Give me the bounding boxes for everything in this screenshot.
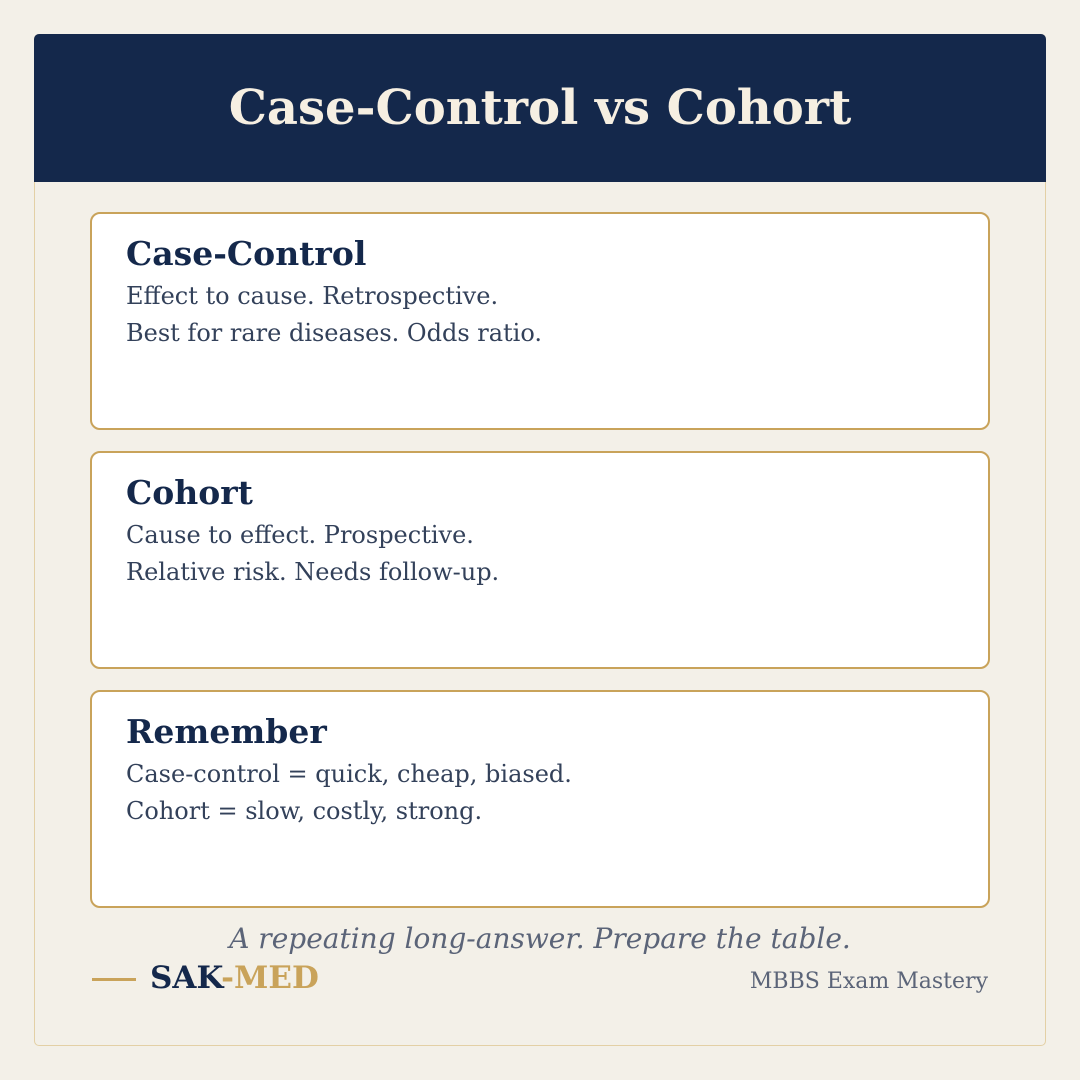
tagline: A repeating long-answer. Prepare the table. <box>229 922 851 955</box>
card-text-line: Cause to effect. Prospective. <box>126 521 474 549</box>
brand-part-1: SAK <box>150 960 222 996</box>
card-text-line: Effect to cause. Retrospective. <box>126 282 499 310</box>
brand-logo <box>150 960 319 996</box>
card-cohort <box>90 451 990 669</box>
card-remember <box>90 690 990 908</box>
card-text-line: Best for rare diseases. Odds ratio. <box>126 319 543 347</box>
card-case-control <box>90 212 990 430</box>
card-title: Cohort <box>126 473 253 512</box>
footer-subtitle: MBBS Exam Mastery <box>749 969 988 994</box>
brand-part-2: -MED <box>221 960 319 996</box>
card-text-line: Relative risk. Needs follow-up. <box>126 558 500 586</box>
card-title: Case-Control <box>126 234 367 273</box>
card-title: Remember <box>126 712 327 751</box>
card-text-line: Case-control = quick, cheap, biased. <box>126 760 572 788</box>
card-text-line: Cohort = slow, costly, strong. <box>126 797 483 825</box>
page-title: Case-Control vs Cohort <box>228 80 852 136</box>
header-banner <box>34 34 1046 182</box>
brand-rule <box>92 978 136 981</box>
